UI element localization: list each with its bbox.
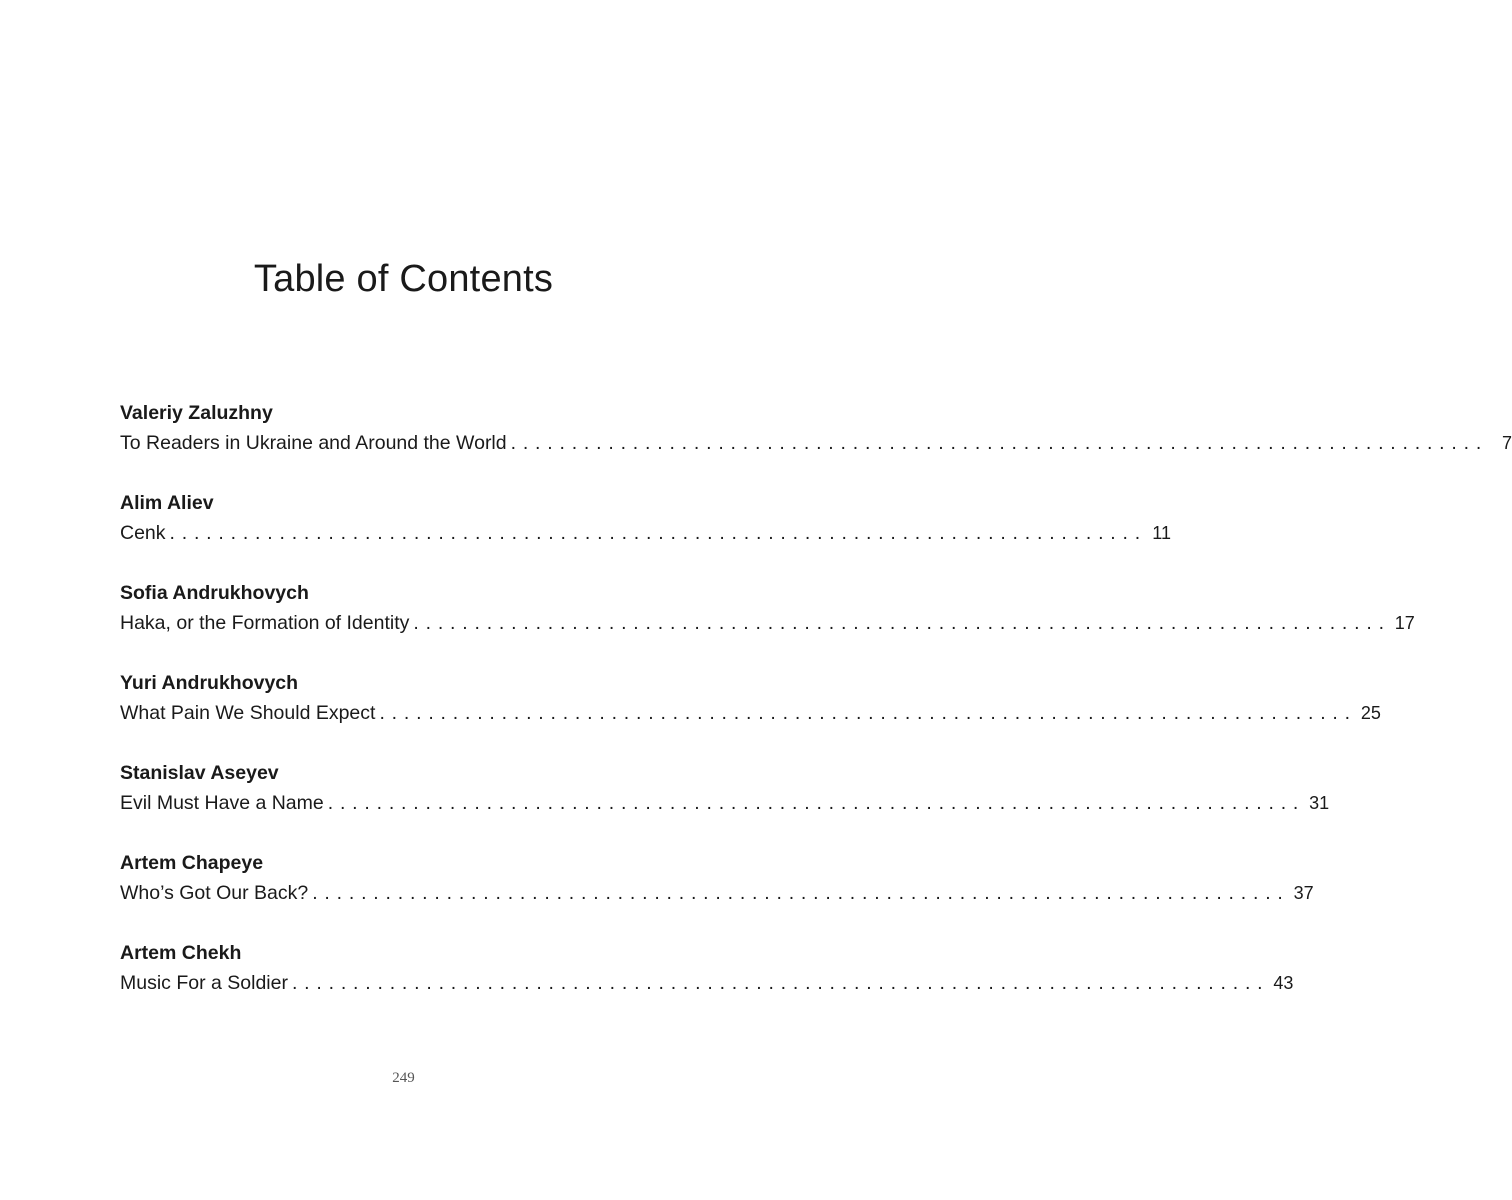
toc-author: Alim Aliev [120, 492, 214, 514]
toc-title: To Readers in Ukraine and Around the World [120, 432, 507, 454]
toc-page-number: 11 [1152, 523, 1171, 543]
dot-leader: ................................................................................ [291, 972, 1270, 994]
dot-leader: ................................................................................ [510, 432, 1489, 454]
dot-leader: ................................................................................ [327, 792, 1306, 814]
toc-title-line[interactable] [120, 608, 1415, 638]
toc-author: Artem Chapeye [120, 852, 264, 874]
toc-entry [120, 668, 1381, 758]
page-title: Table of Contents [253, 258, 554, 300]
toc-title: Evil Must Have a Name [120, 792, 324, 814]
dot-leader: ................................................................................ [312, 882, 1290, 904]
toc-title-line[interactable] [120, 428, 1512, 458]
toc-title-line[interactable] [120, 698, 1381, 728]
table-of-contents [120, 398, 1512, 1028]
toc-entry [120, 758, 1330, 848]
toc-page-number: 37 [1293, 883, 1314, 903]
toc-page-number: 17 [1394, 613, 1415, 633]
toc-author: Valeriy Zaluzhny [120, 402, 273, 424]
toc-entry [120, 578, 1415, 668]
toc-title: Haka, or the Formation of Identity [120, 612, 410, 634]
toc-title: Music For a Soldier [120, 972, 288, 994]
toc-title-line[interactable] [120, 968, 1294, 998]
toc-entry [120, 938, 1294, 1028]
toc-author: Artem Chekh [120, 942, 242, 964]
toc-page-number: 7 [1502, 433, 1512, 453]
toc-page-number: 25 [1360, 703, 1381, 723]
dot-leader: ................................................................................ [413, 612, 1391, 634]
page-number-footer: 249 [392, 1070, 415, 1086]
dot-leader: ................................................................................ [169, 522, 1147, 544]
toc-page-number: 31 [1309, 793, 1330, 813]
toc-author: Stanislav Aseyev [120, 762, 279, 784]
toc-title: Cenk [120, 522, 166, 544]
toc-title-line[interactable] [120, 518, 1171, 548]
toc-page-number: 43 [1273, 973, 1294, 993]
toc-entry [120, 488, 1171, 578]
toc-title: What Pain We Should Expect [120, 702, 376, 724]
toc-title-line[interactable] [120, 788, 1330, 818]
toc-entry [120, 848, 1314, 938]
toc-author: Yuri Andrukhovych [120, 672, 299, 694]
toc-title: Who’s Got Our Back? [120, 882, 309, 904]
toc-author: Sofia Andrukhovych [120, 582, 309, 604]
dot-leader: ................................................................................ [379, 702, 1357, 724]
toc-title-line[interactable] [120, 878, 1314, 908]
toc-entry [120, 398, 1512, 488]
